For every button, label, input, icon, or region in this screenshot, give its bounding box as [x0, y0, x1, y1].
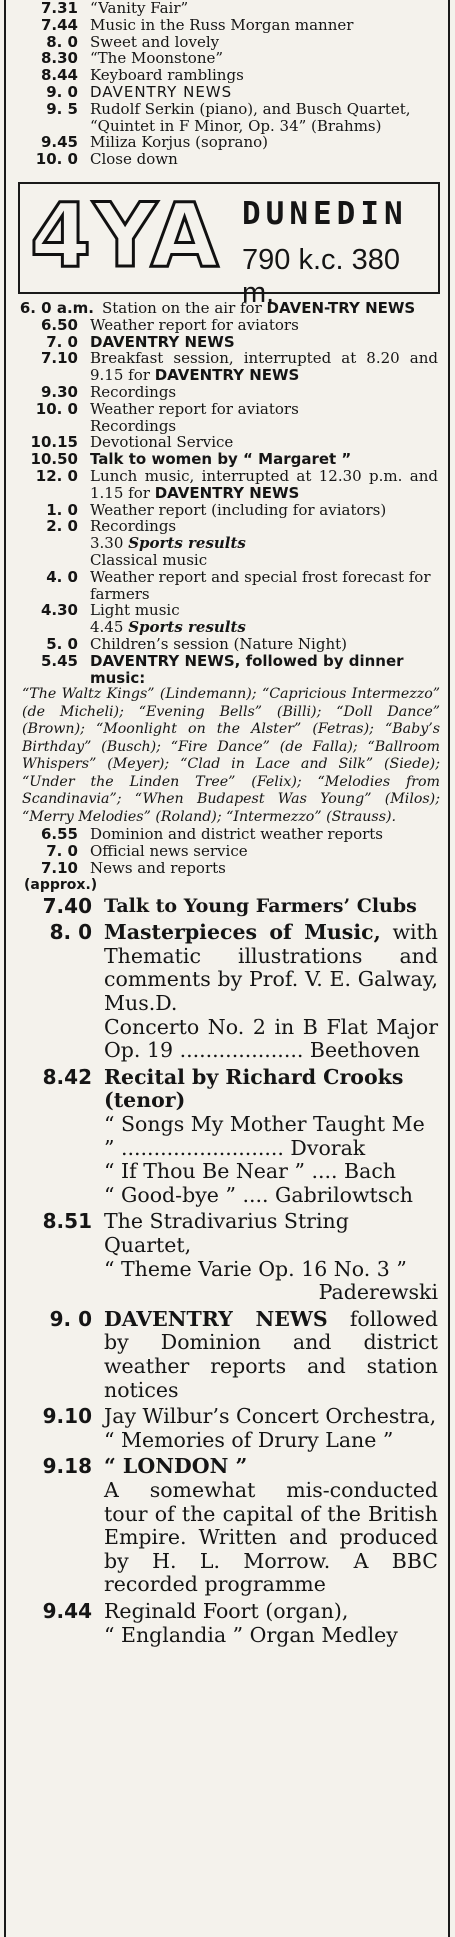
program-entry: 8.42 Recital by Richard Crooks (tenor) “ Songs My Mother Taught Me ” ......................... Dvorak “ If Thou Be Near ” .... Bach “ Good-bye ” .... Gabrilowtsch — [6, 1066, 448, 1208]
program-entry: 4. 0 Weather report and special frost forecast for farmers — [6, 569, 438, 603]
time: 9.45 — [40, 133, 78, 152]
program-entry: 9. 0 DAVENTRY NEWS — [6, 84, 448, 101]
program-entry: 8.51 The Stradivarius String Quartet, “ Theme Varie Op. 16 No. 3 ” Paderewski — [6, 1210, 448, 1304]
approx-note: (approx.) — [24, 876, 98, 893]
time: 10.15 — [30, 433, 78, 452]
program-entry: 10.15 Devotional Service — [6, 434, 438, 451]
dinner-music-list: “The Waltz Kings” (Lindemann); “Capricious Intermezzo” (de Micheli); “Evening Bells” (Billi); “Doll Dance” (Brown); “Moonlight on the Alster” (Fetras); “Baby’s Birthday” (Busch); “Fire Dance” (de Falla); “Ballroom Whispers” (Meyer); “Clad in Lace and Silk” (Siede); “Under the Linden Tree” (Felix); “Melodies from Scandinavia”; “When Budapest Was Young” (Milos); “Merry Melodies” (Roland); “Intermezzo” (Strauss). — [22, 686, 440, 825]
time: 5.45 — [40, 651, 78, 670]
time: 2. 0 — [46, 517, 78, 536]
program-entry: 8.44 Keyboard ramblings — [6, 67, 448, 84]
time: 9. 5 — [46, 99, 78, 118]
program-entry: 8. 0 Masterpieces of Music, with Thematic illustrations and comments by Prof. V. E. Galway, Mus.D. Concerto No. 2 in B Flat Major Op. 19 ................... Beethoven — [6, 921, 448, 1063]
program-entry: 9.44 Reginald Foort (organ), “ Englandia ” Organ Medley — [6, 1600, 448, 1647]
program-entry: 9.45 Miliza Korjus (soprano) — [6, 134, 448, 151]
program-entry: 7.10 News and reports — [6, 860, 438, 877]
time: 7.31 — [40, 0, 78, 17]
time: 8. 0 — [49, 920, 92, 945]
time: 9.18 — [42, 1454, 92, 1479]
listing-column — [4, 0, 450, 1937]
program-entry: 9. 0 DAVENTRY NEWS followed by Dominion and district weather reports and station notices — [6, 1308, 448, 1402]
time: 4. 0 — [46, 567, 78, 586]
time: 8.51 — [42, 1209, 92, 1234]
time: 9.10 — [42, 1404, 92, 1429]
program-entry: 7.44 Music in the Russ Morgan manner — [6, 17, 448, 34]
time: 10. 0 — [35, 399, 78, 418]
evening-news-listing — [6, 826, 448, 892]
program-entry: 9.18 “ LONDON ” A somewhat mis-conducted tour of the capital of the British Empire. Written and produced by H. L. Morrow. A BBC recorded programme — [6, 1455, 448, 1597]
program-entry: 6. 0 a.m. Station on the air for DAVEN-TRY NEWS — [6, 300, 438, 317]
program-entry: 9. 5 Rudolf Serkin (piano), and Busch Quartet, “Quintet in F Minor, Op. 34” (Brahms) — [6, 101, 448, 135]
time: 1. 0 — [46, 500, 78, 519]
program-entry: 5. 0 Children’s session (Nature Night) — [6, 636, 438, 653]
time: 7. 0 — [46, 842, 78, 861]
time: 8.42 — [42, 1064, 92, 1089]
station-call-sign: 4YA — [30, 183, 221, 287]
time: 9. 0 — [49, 1306, 92, 1331]
program-entry: 6.50 Weather report for aviators — [6, 317, 438, 334]
time: 7.40 — [42, 893, 92, 918]
program-entry: 1. 0 Weather report (including for aviators) — [6, 502, 438, 519]
program-entry: 8. 0 Sweet and lovely — [6, 34, 448, 51]
evening-listing — [6, 893, 448, 1647]
time: 9. 0 — [46, 82, 78, 101]
time: 8.44 — [40, 66, 78, 85]
program-entry: 9.30 Recordings — [6, 384, 438, 401]
program-entry: 7.31 “Vanity Fair” — [6, 0, 448, 17]
time: 9.30 — [40, 382, 78, 401]
program-entry: 12. 0 Lunch music, interrupted at 12.30 p.m. and 1.15 for DAVENTRY NEWS — [6, 468, 438, 502]
previous-station-listing — [6, 0, 448, 168]
time: 7.44 — [40, 15, 78, 34]
program-entry: 10. 0 Weather report for aviators Recordings — [6, 401, 438, 435]
time: 6. 0 a.m. — [19, 298, 94, 317]
time: 7.10 — [40, 349, 78, 368]
time: 6.50 — [40, 315, 78, 334]
program-entry: 8.30 “The Moonstone” — [6, 50, 448, 67]
time: 8.30 — [40, 49, 78, 68]
station-city: DUNEDIN — [242, 195, 408, 232]
program-entry: 6.55 Dominion and district weather reports — [6, 826, 438, 843]
station-frequency: 790 k.c. 380 m. — [242, 243, 400, 309]
time: 10.50 — [30, 450, 78, 469]
program-entry: 5.45 DAVENTRY NEWS, followed by dinner music: — [6, 653, 438, 687]
program-entry: 10.50 Talk to women by “ Margaret ” — [6, 451, 438, 468]
time: 6.55 — [40, 825, 78, 844]
time: 8. 0 — [46, 32, 78, 51]
time: 7.10 — [40, 858, 78, 877]
time: 12. 0 — [35, 466, 78, 485]
time: 5. 0 — [46, 634, 78, 653]
program-entry: 9.10 Jay Wilbur’s Concert Orchestra, “ Memories of Drury Lane ” — [6, 1405, 448, 1452]
program-entry: 7.10 Breakfast session, interrupted at 8.20 and 9.15 for DAVENTRY NEWS — [6, 350, 438, 384]
program-entry: 4.30 Light music 4.45 Sports results — [6, 602, 438, 636]
time: 9.44 — [42, 1598, 92, 1623]
program-entry: 7. 0 DAVENTRY NEWS — [6, 334, 438, 351]
program-entry: 10. 0 Close down — [6, 151, 448, 168]
daytime-listing — [6, 294, 448, 686]
time: 10. 0 — [35, 150, 78, 169]
time: 4.30 — [40, 601, 78, 620]
program-entry: 7. 0 Official news service — [6, 843, 438, 860]
program-entry: 7.40 Talk to Young Farmers’ Clubs — [6, 895, 448, 919]
time: 7. 0 — [46, 332, 78, 351]
program-entry: 2. 0 Recordings 3.30 Sports results Classical music — [6, 518, 438, 568]
